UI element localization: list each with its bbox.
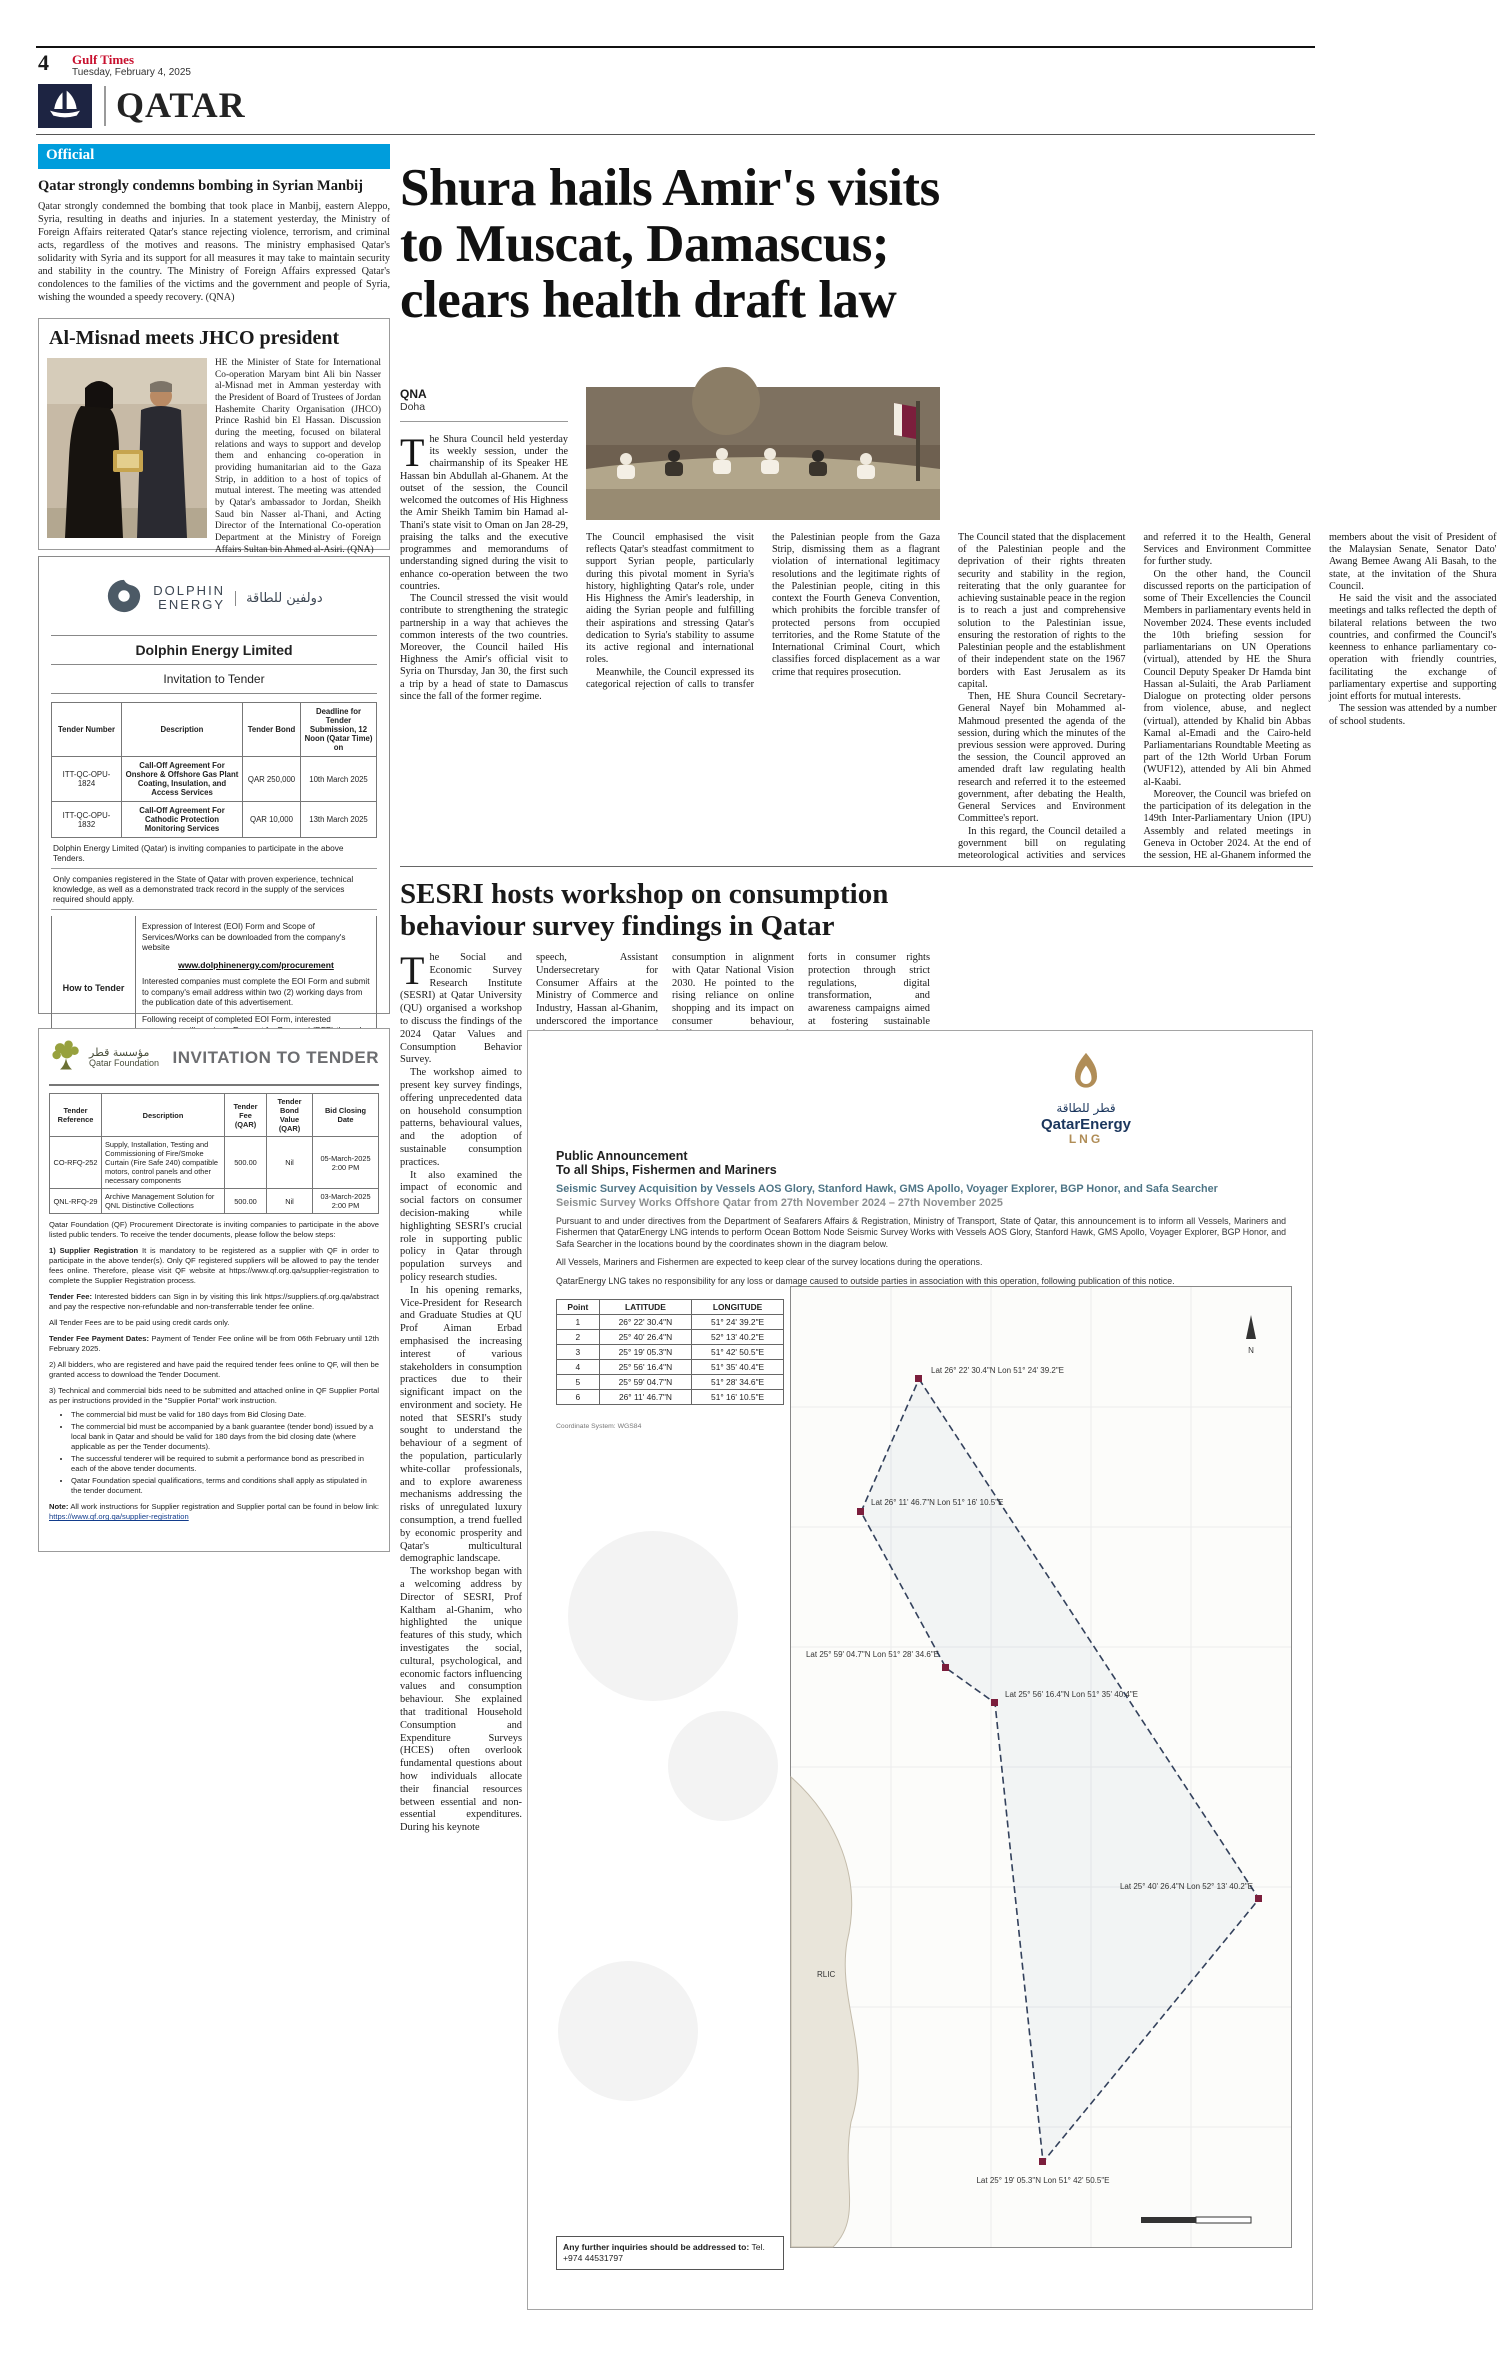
qf-item-3: 3) Technical and commercial bids need to be submitted and attached online in QF Supplier Portal as per instructions provided in the "Supplier Portal" work instruction. bbox=[49, 1386, 379, 1406]
qatarenergy-name: QatarEnergy bbox=[1040, 1116, 1132, 1134]
table-row: ITT-QC-OPU-1824 Call-Off Agreement For Onshore & Offshore Gas Plant Coating, Insulation, and Access Services QAR 250,000 10th March 2025 bbox=[52, 757, 377, 802]
dhow-icon bbox=[45, 87, 85, 126]
qf-note: Note: All work instructions for Supplier registration and Supplier portal can be found in below link: https://www.qf.org.qa/supplier-registration bbox=[49, 1502, 379, 1522]
table-row: CO-RFQ-252 Supply, Installation, Testing and Commissioning of Fire/Smoke Curtain (Fire Safe 240) compatible motors, control panels and other necessary components 500.00 Nil 05-March-2025 2:00 PM bbox=[50, 1137, 379, 1189]
qf-item-1: 1) Supplier Registration It is mandatory to be registered as a supplier with QF in order to participate in the above tender(s). Only QF registered suppliers will be allowed to pay the tender fees online. Therefore, please visit QF website at https://www.qf.org.qa/supplier-registration to complete the Supplier Registration process. bbox=[49, 1246, 379, 1286]
page-number: 4 bbox=[38, 50, 49, 75]
official-section-tag: Official bbox=[38, 144, 390, 169]
qf-wordmark bbox=[89, 1047, 159, 1069]
sesri-column-1 bbox=[400, 948, 522, 2308]
flame-icon bbox=[1069, 1082, 1103, 1099]
table-header-row bbox=[52, 703, 377, 757]
gulf-times-dhow-logo bbox=[38, 84, 92, 128]
section-divider-rule bbox=[400, 866, 1313, 867]
decorative-circle bbox=[568, 1531, 738, 1701]
table-header-row: Point LATITUDE LONGITUDE bbox=[557, 1300, 784, 1315]
qe-inquiries-box: Any further inquiries should be addressed to: Tel. +974 44531797 bbox=[556, 2236, 784, 2270]
dolphin-tender-ad bbox=[38, 556, 390, 1025]
dolphin-note-1: Dolphin Energy Limited (Qatar) is inviting companies to participate in the above Tenders. bbox=[51, 838, 377, 869]
table-row: ITT-QC-OPU-1832 Call-Off Agreement For Cathodic Protection Monitoring Services QAR 10,000 13th March 2025 bbox=[52, 802, 377, 838]
col-deadline: Deadline for Tender Submission, 12 Noon (Qatar Time) on bbox=[301, 703, 377, 757]
sesri-column-2 bbox=[536, 952, 658, 1026]
qe-subject-1: Seismic Survey Acquisition by Vessels AOS Glory, Stanford Hawk, GMS Apollo, Voyager Explorer, BGP Honor, and Safa Searcher bbox=[556, 1183, 1218, 1195]
dolphin-note-2: Only companies registered in the State of Qatar with proven experience, technical knowledge, as well as a demonstrated track record in the supply of the services required should apply. bbox=[51, 869, 377, 910]
list-item: • The commercial bid must be valid for 180 days from Bid Closing Date. bbox=[71, 1410, 379, 1420]
qe-subject-2: Seismic Survey Works Offshore Qatar from 27th November 2024 – 27th November 2025 bbox=[556, 1197, 1003, 1209]
table-row: 4 25° 56' 16.4"N 51° 35' 40.4"E bbox=[557, 1360, 784, 1375]
table-row: 2 25° 40' 26.4"N 52° 13' 40.2"E bbox=[557, 1330, 784, 1345]
list-item: • The commercial bid must be accompanied by a bank guarantee (tender bond) issued by a local bank in Qatar and should be valid for 180 days from the bid closing date (where applicable as per the Tender documents). bbox=[71, 1422, 379, 1452]
article-paragraph: In this regard, the Council detailed a government bill on regulating meteorological activities and services and referred it to the Health, General Services and Environment Committee for further study. bbox=[958, 532, 1311, 862]
article-paragraph: The Social and Economic Survey Research Institute (SESRI) at Qatar University (QU) organised a workshop to discuss the findings of the 2024 Qatar Values and Consumption Behavior Survey. bbox=[400, 948, 522, 1066]
article-paragraph: The session was attended by a number of school students. bbox=[1329, 703, 1497, 727]
article-paragraph: It also examined the impact of economic and social factors on consumer decision-making while highlighting SESRI's crucial role in supporting public policy in Qatar through population surveys and policy research studies. bbox=[400, 1169, 522, 1283]
qatarenergy-lng-ad bbox=[527, 1030, 1313, 2310]
qe-coordinates-table bbox=[556, 1299, 784, 1405]
table-row: 1 26° 22' 30.4"N 51° 24' 39.2"E bbox=[557, 1315, 784, 1330]
qf-bullet-list bbox=[71, 1410, 379, 1496]
how-to-p3: Following receipt of completed EOI Form, interested bbox=[142, 1015, 331, 1025]
section-title: QATAR bbox=[116, 85, 246, 125]
map-scale-bar bbox=[1141, 2217, 1251, 2223]
dolphin-website-link[interactable]: www.dolphinenergy.com/procurement bbox=[178, 959, 334, 970]
article-paragraph: The Council stressed the visit would contribute to strengthening the strategic partnership in a way that achieves the common interests of the two countries. Moreover, the Council hailed His Highness the Amir's official visit to Syria on Thursday, Jan 30, the first such a trip by a head of state to Damascus since the fall of the former regime. bbox=[400, 593, 568, 702]
qe-heading-1: Public Announcement bbox=[556, 1149, 688, 1163]
dolphin-word-1: DOLPHIN bbox=[153, 583, 226, 599]
article-paragraph: The Council emphasised the visit reflects Qatar's steadfast commitment to support Syrian people, particularly during this pivotal moment in Syria's history, highlighting Qatar's role, under His Highness the Amir's leadership, in aiding the Syrian people and fulfilling their aspirations and stressing Qatar's dedication to Syria's stability to assume its active regional and international roles. bbox=[586, 532, 754, 666]
sesri-column-3 bbox=[672, 952, 794, 1026]
svg-text:N: N bbox=[1248, 1346, 1254, 1355]
map-coordinate-label: Lat 25° 19' 05.3"N Lon 51° 42' 50.5"E bbox=[976, 2176, 1110, 2185]
dolphin-swirl-icon bbox=[105, 577, 143, 620]
article-paragraph: consumption in alignment with Qatar National Vision 2030. He pointed to the rising reliance on online shopping and its impact on consumer behaviour, bbox=[672, 952, 794, 1027]
shura-session-photo bbox=[586, 387, 940, 520]
qatarenergy-lng-label: LNG bbox=[1068, 1132, 1104, 1147]
qf-registration-link[interactable]: https://www.qf.org.qa/supplier-registration bbox=[49, 1512, 189, 1522]
condemn-body: Qatar strongly condemned the bombing that took place in Manbij, eastern Aleppo, Syria, resulting in deaths and injuries. In a statement yesterday, the Ministry of Foreign Affairs reiterated Qatar's stance rejecting violence, terrorism, and criminal acts, regardless of the motives and reasons. The ministry emphasised Qatar's solidarity with Syria and its support for all measures it may take to maintain security and stability in the country. The Ministry of Foreign Affairs expressed Qatar's condolences to the families of the victims and the government and people of Syria, wishing the wounded a speedy recovery. (QNA) bbox=[38, 201, 390, 303]
article-paragraph: Moreover, the Council was briefed on the participation of its delegation in the 149th Inter-Parliamentary Union (IPU) Assembly and related meetings in Geneva in October 2024. At the end of the session, HE al-Ghanem informed the members about the visit of President of the Malaysian Senate, Senator Dato' Awang Bemee Awang Ali Basah, to the state, at the invitation of the Shura Council. bbox=[1143, 532, 1497, 862]
survey-area-map bbox=[790, 1286, 1292, 2248]
decorative-circle bbox=[668, 1711, 778, 1821]
qe-body-3: QatarEnergy LNG takes no responsibility for any loss or damage caused to outside parties in association with this operation, following publication of this notice. bbox=[556, 1275, 1175, 1286]
table-row: 6 26° 11' 46.7"N 51° 16' 10.5"E bbox=[557, 1390, 784, 1405]
masthead-name: Gulf Times bbox=[72, 52, 135, 67]
north-arrow-icon bbox=[1246, 1315, 1256, 1355]
dolphin-word-2: ENERGY bbox=[158, 597, 226, 612]
qf-ad-title: INVITATION TO TENDER bbox=[172, 1047, 379, 1067]
jhco-body: HE the Minister of State for International Co-operation Maryam bint Ali bin Nasser al-Misnad met in Amman yesterday with the President of Board of Trustees of Jordan Hashemite Charity Organisation (JHCO) Prince Rashid bin El Hassan. Discussion during the meeting, focused on bilateral relations and ways to support and develop them and enhancing co-operation in providing humanitarian aid to the Gaza Strip, in addition to a host of topics of mutual interest. The meeting was attended by Qatar's ambassador to Jordan, Sheikh Saud bin Nasser al-Thani, and Acting Director of the International Co-operation Department at the Ministry of Foreign Affairs Sultan bin Ahmed al-Asiri. (QNA) bbox=[215, 358, 381, 555]
shura-article bbox=[400, 387, 1497, 865]
qe-body-1: Pursuant to and under directives from the Department of Seafarers Affairs & Registration, Ministry of Transport, State of Qatar, this announcement is to inform all Vessels, Mariners and Fishermen that QatarEnergy LNG intends to perform Ocean Bottom Node Seismic Survey Works with Vessels AOS Glory, Stanford Hawk, GMS Apollo, Voyager Explorer, BGP Honor, and Safa Searcher in the locations bound by the coordinates shown in the diagram below. bbox=[556, 1216, 1286, 1249]
list-item: • The successful tenderer will be required to submit a performance bond as prescribed in each of the above tender documents. bbox=[71, 1454, 379, 1474]
article-paragraph: The workshop began with a welcoming address by Director of SESRI, Prof Kaltham al-Ghanim, who highlighted the unique features of this study, which investigates the social, cultural, psychological, and economic factors influencing values and consumption behaviour. She explained that traditional Household Consumption and Expenditure Surveys (HCES) often overlook fundamental questions about how individuals allocate their financial resources between essential and non-essential expenditures. During his keynote bbox=[400, 1566, 522, 1834]
qf-header bbox=[49, 1037, 379, 1086]
how-to-p2: Interested companies must complete the EOI Form and submit to company's email address within two (2) working days from the publication date of this advertisement. bbox=[142, 977, 370, 1008]
article-paragraph: The Council stated that the displacement of the Palestinian people and the deprivation of their rights threaten security and stability in the region, reiterating that the only guarantee for achieving sustainable peace in the region is to reach a just and comprehensive solution to the Palestinian issue, ensuring the restoration of rights to the Palestinian people and the establishment of their independent state on the 1967 borders with East Jerusalem as its capital. bbox=[958, 532, 1126, 690]
dolphin-ad-title: Invitation to Tender bbox=[51, 665, 377, 694]
edition-date: Tuesday, February 4, 2025 bbox=[72, 67, 191, 78]
table-row: QNL-RFQ-29 Archive Management Solution for QNL Distinctive Collections 500.00 Nil 03-March-2025 2:00 PM bbox=[50, 1189, 379, 1214]
condemn-headline: Qatar strongly condemns bombing in Syrian Manbij bbox=[38, 178, 363, 194]
byline-agency: QNA bbox=[400, 387, 427, 401]
qf-arabic-name: مؤسسة قطر bbox=[89, 1045, 150, 1059]
dolphin-logo bbox=[51, 567, 377, 629]
map-coordinate-label: Lat 25° 56' 16.4"N Lon 51° 35' 40.4"E bbox=[1005, 1690, 1139, 1699]
map-coordinate-label: Lat 26° 11' 46.7"N Lon 51° 16' 10.5"E bbox=[871, 1498, 1004, 1507]
jhco-photo bbox=[47, 358, 207, 538]
dolphin-arabic-wordmark: دولفين للطاقة bbox=[235, 591, 323, 606]
coordinate-system-note: Coordinate System: WGS84 bbox=[556, 1423, 642, 1430]
table-header-row: Tender Reference Description Tender Fee (QAR) Tender Bond Value (QAR) Bid Closing Date bbox=[50, 1094, 379, 1137]
qf-tender-fee: Tender Fee: Interested bidders can Sign in by visiting this link https://suppliers.qf.org.qa/abstract and pay the respective non-refundable and non-transferrable tender fee online. bbox=[49, 1292, 379, 1312]
map-land-label: RLIC bbox=[817, 1970, 836, 1979]
how-to-tender-label: How to Tender bbox=[52, 916, 136, 1059]
article-paragraph: The workshop aimed to present key survey findings, offering unprecedented data on household consumption patterns, behavioural values, and the adoption of sustainable consumption practices. bbox=[400, 1067, 522, 1168]
qe-announcement-text bbox=[556, 1149, 1286, 1287]
top-rule bbox=[36, 46, 1315, 48]
qf-intro: Qatar Foundation (QF) Procurement Directorate is inviting companies to participate in the above listed public tenders. To receive the tender documents, please follow the below steps: bbox=[49, 1220, 379, 1240]
qf-payment-dates: Tender Fee Payment Dates: Payment of Tender Fee online will be from 06th February until 12th February 2025. bbox=[49, 1334, 379, 1354]
qatarenergy-lng-logo bbox=[1006, 1051, 1166, 1147]
list-item: • Qatar Foundation special qualifications, terms and conditions shall apply as stipulated in the tender document. bbox=[71, 1476, 379, 1496]
qe-heading-2: To all Ships, Fishermen and Mariners bbox=[556, 1163, 777, 1177]
article-paragraph: In his opening remarks, Vice-President for Research and Graduate Studies at QU Prof Aiman Erbad emphasised the increasing interest of various stakeholders in consumption practices due to their significant impact on the environment and society. He noted that SESRI's study sought to understand the behaviour of a segment of the population, particularly white-collar professionals, and to explore awareness mechanisms addressing the risks of unregulated luxury consumption, a trend fuelled by economic prosperity and Qatar's multicultural demographic landscape. bbox=[400, 1284, 522, 1565]
article-paragraph: speech, Assistant Undersecretary for Consumer Affairs at the Ministry of Commerce and Industry, Hassan al-Ghanim, underscored the importance bbox=[536, 952, 658, 1027]
col-tender-number: Tender Number bbox=[52, 703, 122, 757]
decorative-circle bbox=[558, 1961, 698, 2101]
qf-english-name: Qatar Foundation bbox=[89, 1057, 160, 1068]
article-paragraph: He said the visit and the associated meetings and talks reflected the depth of bilateral relations between the two countries, and confirmed the Council's keenness to enhance parliamentary co-operation with friendly countries, facilitating the exchange of parliamentary expertise and supporting joint efforts for mutual interests. bbox=[1329, 593, 1497, 703]
dolphin-company-name: Dolphin Energy Limited bbox=[51, 635, 377, 665]
qf-tender-table bbox=[49, 1093, 379, 1214]
how-to-p1: Expression of Interest (EOI) Form and Scope of Services/Works can be downloaded from the company's website bbox=[142, 922, 346, 953]
article-paragraph: Meanwhile, the Council expressed its categorical rejection of calls to transfer the Palestinian people from the Gaza Strip, dismissing them as a flagrant violation of international legitimacy resolutions and the legitimate rights of the Palestinian people, citing in this context the Fourth Geneva Convention, which prohibits the forcible transfer of protected persons from occupied territories, and the Rome Statute of the International Criminal Court, which classifies forced displacement as a war crime that requires prosecution. bbox=[586, 532, 940, 690]
map-coordinate-label: Lat 25° 40' 26.4"N Lon 52° 13' 40.2"E bbox=[1119, 1882, 1253, 1891]
article-paragraph: Then, HE Shura Council Secretary-General Nayef bin Mohammed al-Mahmoud presented the agenda of the session, during which the minutes of the previous session were approved. During the session, the Council approved an amended draft law regulating health research and referred it to the esteemed government, after debating the Health, General Services and Environment Committee's report. bbox=[958, 691, 1126, 825]
dolphin-wordmark bbox=[153, 584, 225, 611]
map-coordinate-label: Lat 26° 22' 30.4"N Lon 51° 24' 39.2"E bbox=[931, 1366, 1065, 1375]
qf-fee-note: All Tender Fees are to be paid using credit cards only. bbox=[49, 1318, 230, 1328]
sesri-column-4 bbox=[808, 952, 930, 1026]
jhco-headline: Al-Misnad meets JHCO president bbox=[49, 327, 340, 349]
qf-item1-label: 1) Supplier Registration bbox=[49, 1246, 139, 1256]
col-tender-bond: Tender Bond bbox=[243, 703, 301, 757]
article-paragraph: forts in consumer rights protection through strict regulations, digital transformation, and awareness campaigns aimed at fostering sustainable bbox=[808, 952, 930, 1027]
masthead-divider bbox=[104, 86, 106, 126]
qe-body-2: All Vessels, Mariners and Fishermen are expected to keep clear of the survey locations during the operations. bbox=[556, 1257, 983, 1268]
dolphin-tender-table bbox=[51, 702, 377, 838]
table-row: 3 25° 19' 05.3"N 51° 42' 50.5"E bbox=[557, 1345, 784, 1360]
byline-city: Doha bbox=[400, 401, 568, 422]
qf-tree-icon bbox=[49, 1037, 83, 1078]
qatarenergy-arabic-name: قطر للطاقة bbox=[1056, 1101, 1116, 1116]
masthead-rule bbox=[36, 134, 1315, 135]
jhco-article bbox=[38, 318, 390, 555]
shura-headline: Shura hails Amir's visits to Muscat, Damascus; clears health draft law bbox=[400, 159, 940, 330]
sesri-headline: SESRI hosts workshop on consumption behaviour survey findings in Qatar bbox=[400, 878, 889, 943]
article-paragraph: On the other hand, the Council discussed reports on the participation of some of Their Excellencies the Council Members in parliamentary events held in November 2024. These events included the 10th briefing session for parliamentarians on UN Operations (virtual), attended by HE the Shura Council Deputy Speaker Dr Hamda bint Hassan al-Sulaiti, the Arab Parliament Dialogue on protecting older persons from violence, abuse, and neglect (virtual), attended by Khalid bin Abbas Kamal al-Emadi and the Cairo-held Parliamentarians Roundtable Meeting as part of the 12th World Urban Forum (WUF12), attended by Ali bin Ahmed al-Kaabi. bbox=[1143, 568, 1311, 788]
col-description: Description bbox=[122, 703, 243, 757]
qe-phone-number: Tel. +974 44531797 bbox=[563, 2242, 765, 2264]
map-coordinate-label: Lat 25° 59' 04.7"N Lon 51° 28' 34.6"E bbox=[805, 1650, 939, 1659]
table-row: 5 25° 59' 04.7"N 51° 28' 34.6"E bbox=[557, 1375, 784, 1390]
article-paragraph: The Shura Council held yesterday its weekly session, under the chairmanship of its Speaker HE Hassan bin Abdullah al-Ghanem. At the outset of the session, the Council welcomed the outcomes of His Highness the Amir Sheikh Tamim bin Hamad al-Thani's state visit to Oman on Jan 28-29, praising the talks and the executive programmes and memorandums of understanding signed during the visit to enhance co-operation between the two countries. bbox=[400, 430, 568, 592]
qf-item-2: 2) All bidders, who are registered and have paid the required tender fees online to QF, will then be granted access to download the Tender Document. bbox=[49, 1360, 379, 1380]
qatar-foundation-tender-ad bbox=[38, 1028, 390, 1552]
